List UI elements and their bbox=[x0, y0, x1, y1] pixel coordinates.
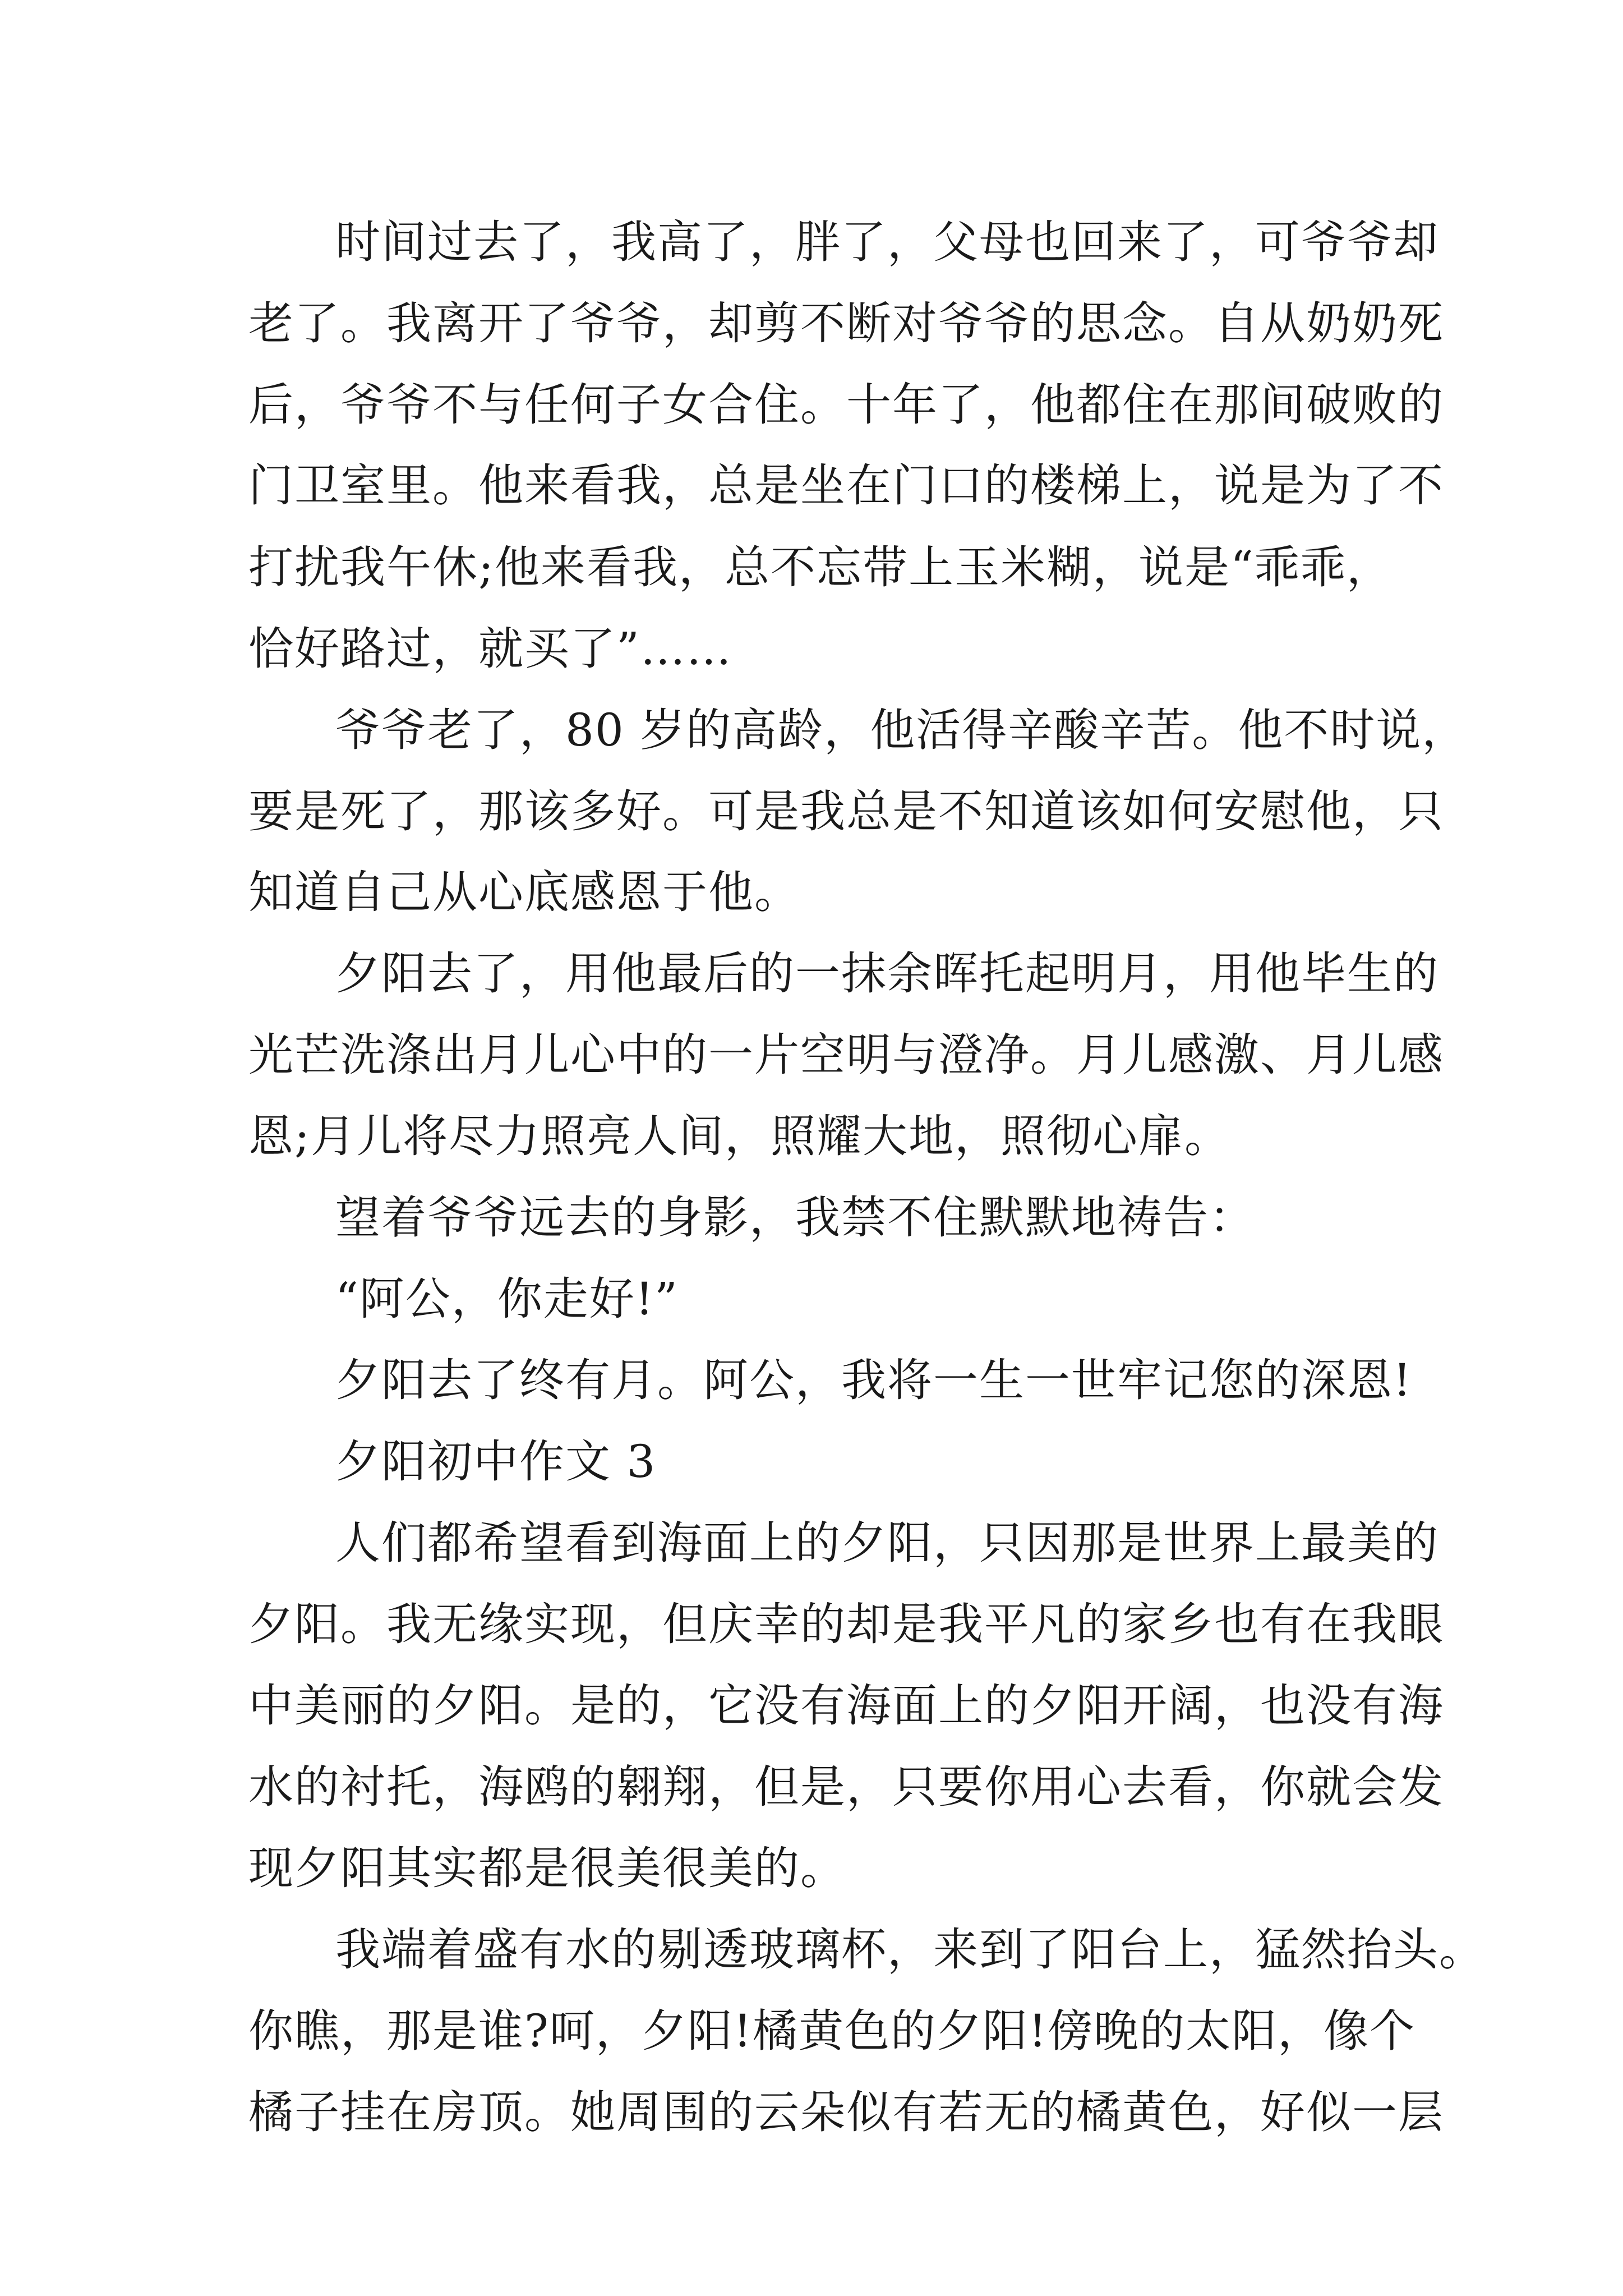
text-line: 要是死了，那该多好。可是我总是不知道该如何安慰他，只 bbox=[248, 785, 1444, 838]
text-line: 现夕阳其实都是很美很美的。 bbox=[248, 1842, 846, 1894]
text-line: 恩;月儿将尽力照亮人间，照耀大地，照彻心扉。 bbox=[248, 1110, 1230, 1162]
text-line: 你瞧，那是谁?呵，夕阳!橘黄色的夕阳!傍晚的太阳，像个 bbox=[248, 2005, 1416, 2057]
text-line: 恰好路过，就买了”…… bbox=[248, 623, 732, 675]
text-line: 打扰我午休;他来看我，总不忘带上玉米糊，说是“乖乖， bbox=[248, 541, 1393, 593]
text-line: 知道自己从心底感恩于他。 bbox=[248, 866, 800, 918]
text-line: 望着爷爷远去的身影，我禁不住默默地祷告： bbox=[335, 1191, 1255, 1244]
text-line: 夕阳去了，用他最后的一抹余晖托起明月，用他毕生的 bbox=[335, 947, 1439, 1000]
text-line: 时间过去了，我高了，胖了，父母也回来了，可爷爷却 bbox=[335, 216, 1439, 268]
text-line: 门卫室里。他来看我，总是坐在门口的楼梯上，说是为了不 bbox=[248, 459, 1444, 512]
text-line: 橘子挂在房顶。她周围的云朵似有若无的橘黄色，好似一层 bbox=[248, 2086, 1444, 2138]
text-line: 老了。我离开了爷爷，却剪不断对爷爷的思念。自从奶奶死 bbox=[248, 297, 1444, 349]
text-line: 水的衬托，海鸥的翱翔，但是，只要你用心去看，你就会发 bbox=[248, 1761, 1444, 1813]
text-line: 中美丽的夕阳。是的，它没有海面上的夕阳开阔，也没有海 bbox=[248, 1680, 1444, 1732]
text-line: 后，爷爷不与任何子女合住。十年了，他都住在那间破败的 bbox=[248, 379, 1444, 431]
text-line: 我端着盛有水的剔透玻璃杯，来到了阳台上，猛然抬头。 bbox=[335, 1924, 1485, 1976]
text-line: 夕阳去了终有月。阿公，我将一生一世牢记您的深恩! bbox=[335, 1354, 1413, 1406]
text-line: 光芒洗涤出月儿心中的一片空明与澄净。月儿感激、月儿感 bbox=[248, 1029, 1444, 1081]
section-heading: 夕阳初中作文 3 bbox=[335, 1435, 657, 1488]
text-line: “阿公，你走好!” bbox=[335, 1273, 679, 1325]
text-line: 夕阳。我无缘实现，但庆幸的却是我平凡的家乡也有在我眼 bbox=[248, 1598, 1444, 1650]
text-line: 爷爷老了，80 岁的高龄，他活得辛酸辛苦。他不时说， bbox=[335, 704, 1468, 756]
text-line: 人们都希望看到海面上的夕阳，只因那是世界上最美的 bbox=[335, 1517, 1439, 1569]
